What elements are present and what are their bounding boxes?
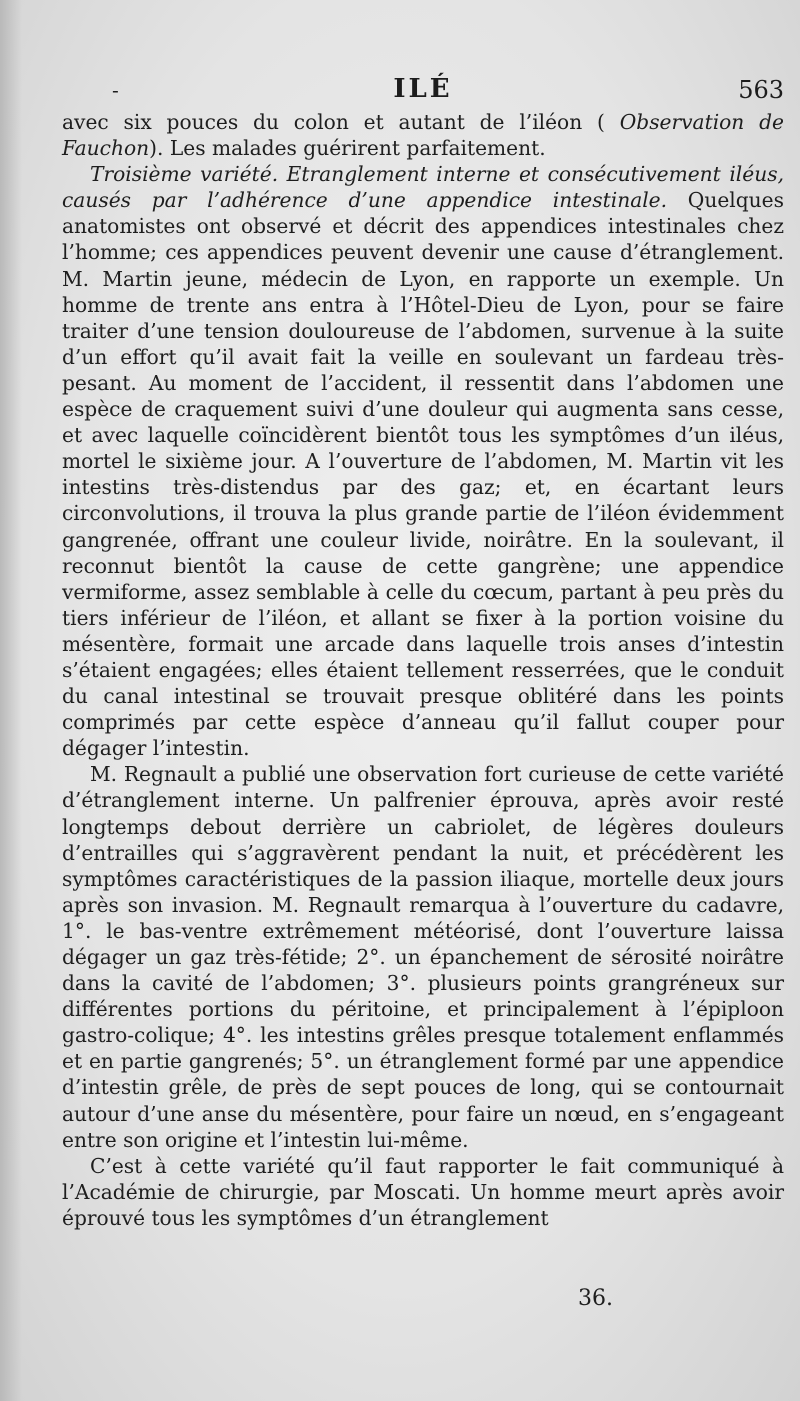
text-segment: avec six pouces du colon et autant de l’iléon ( (62, 110, 620, 134)
signature-mark: 36. (578, 1286, 613, 1311)
text-segment: Quelques anatomistes ont observé et décrit des appendices intestinales chez l’homme; ces appendices peuvent devenir une cause d’étranglement. M. Martin jeune, médecin de Lyon, en rapporte un exemple. Un homme de trente ans entra à l’Hôtel-Dieu de Lyon, pour se faire traiter d’une tension douloureuse de l’abdomen, survenue à la suite d’un effort qu’il avait fait la veille en soulevant un fardeau très-pesant. Au moment de l’accident, il ressentit dans l’abdomen une espèce de craquement suivi d’une douleur qui augmenta sans cesse, et avec laquelle coïncidèrent bientôt tous les symptômes d’un iléus, mortel le sixième jour. A l’ouverture de l’abdomen, M. Martin vit les intestins très-distendus par des gaz; et, en écartant leurs circonvolutions, il trouva la plus grande partie de l’iléon évidemment gangrenée, offrant une couleur livide, noirâtre. En la soulevant, il reconnut bientôt la cause de cette gangrène; une appendice vermiforme, assez semblable à celle du cœcum, partant à peu près du tiers inférieur de l’iléon, et allant se fixer à la portion voisine du mésentère, formait une arcade dans laquelle trois anses d’intestin s’étaient engagées; elles étaient tellement resserrées, que le conduit du canal intestinal se trouvait presque oblitéré dans les points comprimés par cette espèce d’anneau qu’il fallut couper pour dégager l’intestin. (62, 188, 784, 761)
section-heading-italic: Troisième variété. Etranglement interne et consécutivement iléus, causés par l’adhérence d’une appendice intestinale. (62, 162, 784, 213)
text-segment: C’est à cette variété qu’il faut rapporter le fait communiqué à l’Académie de chirurgie, par Moscati. Un homme meurt après avoir éprouvé tous les symptômes d’un étranglement (62, 1153, 784, 1230)
running-title: ILÉ (393, 74, 453, 104)
paragraph (62, 161, 784, 761)
text-segment: M. Regnault a publié une observation fort curieuse de cette variété d’étranglement interne. Un palfrenier éprouva, après avoir resté longtemps debout derrière un cabriolet, de légères douleurs d’entrailles qui s’aggravèrent pendant la nuit, et précédèrent les symptômes caractéristiques de la passion iliaque, mortelle deux jours après son invasion. M. Regnault remarqua à l’ouverture du cadavre, 1°. le bas-ventre extrêmement météorisé, dont l’ouverture laissa dégager un gaz très-fétide; 2°. un épanchement de sérosité noirâtre dans la cavité de l’abdomen; 3°. plusieurs points grangréneux sur différentes portions du péritoine, et principalement à l’épiploon gastro-colique; 4°. les intestins grêles presque totalement enflammés et en partie gangrenés; 5°. un étranglement formé par une appendice d’intestin grêle, de près de sept pouces de long, qui se contournait autour d’une anse du mésentère, pour faire un nœud, en s’engageant entre son origine et l’intestin lui-même. (62, 762, 784, 1152)
page-number: 563 (738, 76, 784, 104)
body-text (62, 109, 784, 1231)
text-segment: ). Les malades guérirent parfaitement. (149, 136, 546, 161)
text-segment-italic: Observation de Fauchon (62, 110, 784, 161)
paragraph (62, 761, 784, 1152)
header-dash: - (112, 78, 119, 102)
paragraph (62, 109, 784, 161)
page-gutter-shadow (0, 0, 22, 1401)
page-header (62, 74, 784, 108)
paragraph (62, 1153, 784, 1231)
